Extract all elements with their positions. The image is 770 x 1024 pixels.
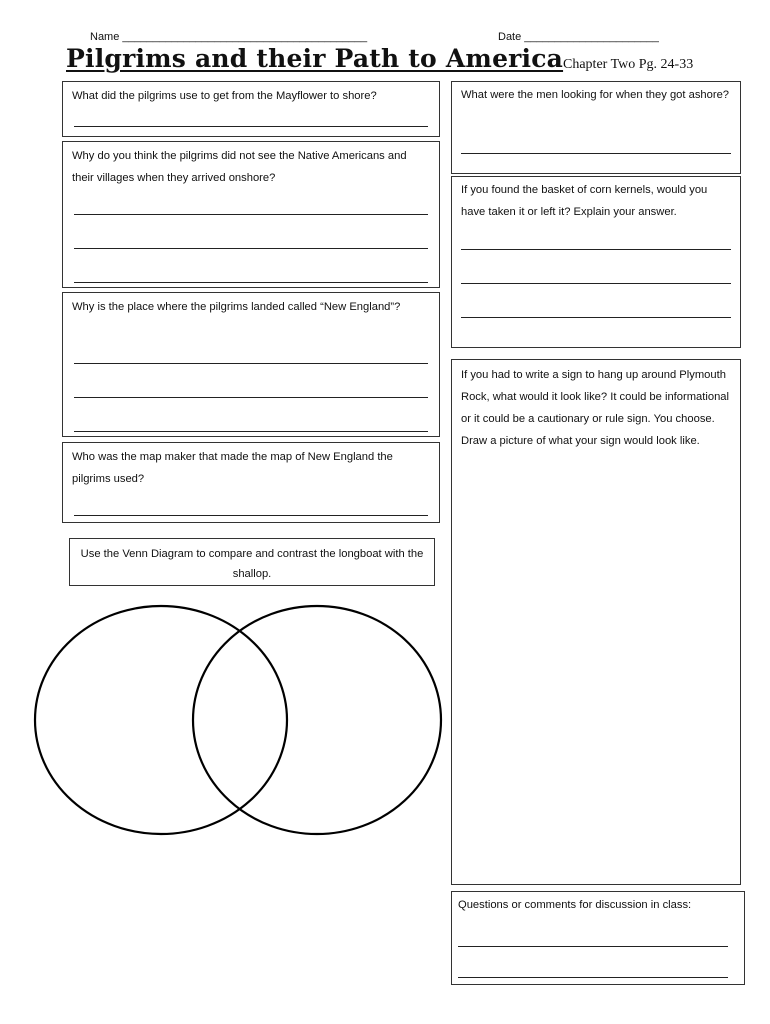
comments-box [451, 891, 745, 985]
venn-instruction-box [69, 538, 435, 586]
venn-diagram[interactable] [30, 600, 448, 850]
question-box-native-americans [62, 141, 440, 288]
answer-line[interactable] [74, 214, 428, 215]
chapter-reference: Chapter Two Pg. 24-33 [563, 57, 694, 72]
page-title: Pilgrims and their Path to America [66, 44, 564, 73]
question-text: Who was the map maker that made the map of New England the pilgrims used? [72, 451, 393, 485]
answer-line[interactable] [74, 248, 428, 249]
answer-line[interactable] [461, 283, 731, 284]
answer-line[interactable] [461, 249, 731, 250]
answer-line[interactable] [461, 317, 731, 318]
name-field[interactable]: Name ________________________________________ [90, 31, 368, 43]
question-text: What did the pilgrims use to get from the Mayflower to shore? [72, 90, 377, 102]
answer-line[interactable] [74, 363, 428, 364]
answer-line[interactable] [74, 397, 428, 398]
venn-circle-left[interactable] [35, 606, 287, 834]
comments-label: Questions or comments for discussion in class: [458, 899, 692, 911]
answer-line[interactable] [458, 977, 728, 978]
question-text: Why do you think the pilgrims did not see the Native Americans and their villages when they arrived onshore? [72, 150, 407, 184]
question-box-corn-basket [451, 176, 741, 348]
venn-instruction-text: Use the Venn Diagram to compare and contrast the longboat with the shallop. [80, 548, 424, 580]
question-box-map-maker [62, 442, 440, 523]
question-box-new-england [62, 292, 440, 437]
date-field[interactable]: Date ______________________ [498, 31, 659, 43]
question-text: What were the men looking for when they got ashore? [461, 89, 730, 101]
question-box-men-looking [451, 81, 741, 174]
venn-circle-right[interactable] [193, 606, 441, 834]
answer-line[interactable] [74, 431, 428, 432]
question-text: If you had to write a sign to hang up around Plymouth Rock, what would it look like? It could be informational or it could be a cautionary or rule sign. You choose. Draw a picture of what your sign would look like. [461, 369, 730, 447]
answer-line[interactable] [74, 515, 428, 516]
question-box-shore-transport [62, 81, 440, 137]
answer-line[interactable] [74, 126, 428, 127]
answer-line[interactable] [461, 153, 731, 154]
question-text: Why is the place where the pilgrims landed called “New England”? [72, 301, 401, 313]
answer-line[interactable] [458, 946, 728, 947]
question-text: If you found the basket of corn kernels, would you have taken it or left it? Explain your answer. [461, 184, 708, 218]
question-box-plymouth-sign[interactable] [451, 359, 741, 885]
answer-line[interactable] [74, 282, 428, 283]
